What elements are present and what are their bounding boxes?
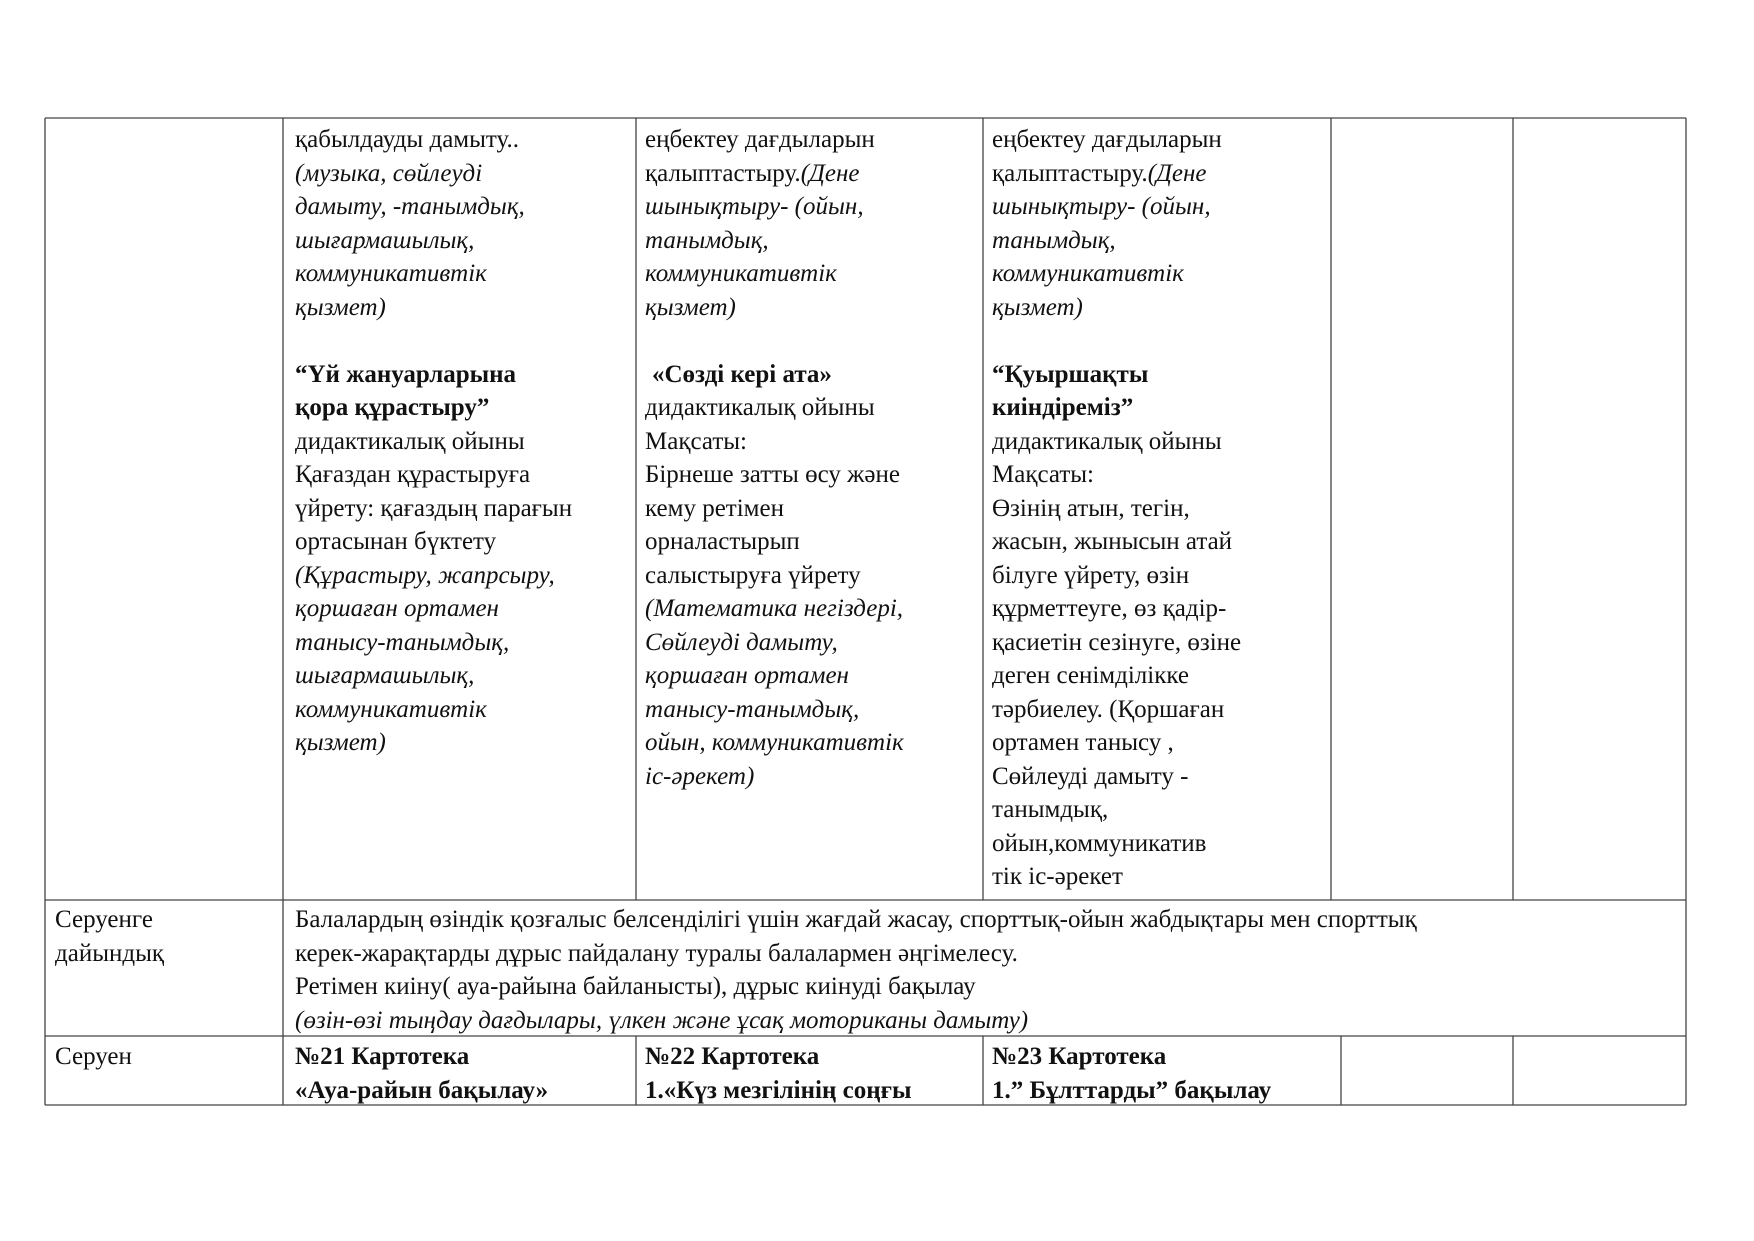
body-line-5: білуге үйрету, өзін: [992, 561, 1190, 589]
card-23-subtitle: 1.” Бұлттарды” бақылау: [992, 1076, 1272, 1104]
note-line-2: қоршаған ортамен: [295, 595, 499, 622]
note-line-1: (Математика негіздері,: [645, 595, 904, 622]
note-line-6: іс-әрекет): [645, 762, 755, 790]
row2-text-line-3: Ретімен киіну( ауа-райына байланысты), дұрыс киінуді бақылау: [295, 973, 976, 1000]
game-title-1: “Қуыршақты: [992, 360, 1149, 388]
card-22-subtitle: 1.«Күз мезгілінің соңғы: [645, 1076, 912, 1104]
intro-note-4: коммуникативтік: [295, 260, 487, 287]
body-line-3: Бірнеше затты өсу және: [645, 461, 900, 488]
row2-label-line-2: дайындық: [55, 939, 165, 967]
body-line-10: ортамен танысу ,: [992, 729, 1174, 756]
row2-label-cell: [55, 903, 280, 1033]
body-line-4: жасын, жынысын атай: [992, 528, 1233, 555]
card-21-subtitle: «Ауа-райын бақылау»: [295, 1076, 549, 1104]
body-line-14: тік іс-әрекет: [992, 863, 1123, 890]
row2-note: (өзін-өзі тыңдау дағдылары, үлкен және ұсақ моториканы дамыту): [295, 1006, 1029, 1034]
body-line-9: тәрбиелеу. (Қоршаған: [992, 695, 1225, 723]
body-line-2: Қағаздан құрастыруға: [295, 461, 531, 488]
card-22-title: №22 Картотека: [645, 1043, 820, 1070]
row3-col3-cell: [645, 1040, 980, 1104]
row1-col6-empty-cell: [1513, 118, 1686, 900]
intro-line-1: еңбектеу дағдыларын: [992, 126, 1222, 153]
intro-note-5: қызмет): [295, 293, 386, 321]
body-line-2: Мақсаты:: [992, 461, 1094, 488]
note-line-6: қызмет): [295, 729, 386, 756]
intro-line-2: [645, 157, 980, 191]
body-line-13: ойын,коммуникатив: [992, 829, 1207, 857]
row2-text-cell: [295, 903, 1683, 1035]
intro-text: қабылдауды дамыту..: [295, 126, 519, 153]
game-title-2: киіндіреміз”: [992, 394, 1134, 421]
intro-line-1: еңбектеу дағдыларын: [645, 126, 875, 153]
game-title-1: «Сөзді кері ата»: [652, 360, 832, 388]
row3-label-cell: [55, 1040, 280, 1102]
intro-note-3: коммуникативтік: [992, 260, 1184, 287]
intro-note-1: (музыка, сөйлеуді: [295, 159, 483, 187]
intro-line-2: [992, 157, 1328, 191]
game-title-1: “Үй жануарларына: [295, 360, 517, 388]
intro-note-1: шынықтыру- (ойын,: [645, 193, 864, 220]
row1-col2-cell: [295, 123, 633, 898]
intro-last: қалыптастыру.: [992, 159, 1148, 187]
intro-note-3: шығармашылық,: [295, 226, 475, 254]
body-line-8: деген сенімділікке: [992, 662, 1189, 689]
intro-last-note: (Дене: [1147, 159, 1207, 187]
body-line-6: құрметтеуге, өз қадір-: [992, 595, 1227, 622]
body-line-11: Сөйлеуді дамыту -: [992, 762, 1189, 790]
note-line-3: қоршаған ортамен: [645, 662, 849, 689]
row3-col6-empty-cell: [1513, 1036, 1686, 1105]
body-line-4: ортасынан бүктету: [295, 528, 497, 555]
note-line-5: ойын, коммуникативтік: [645, 729, 904, 756]
intro-note-4: қызмет): [992, 293, 1083, 321]
row3-col4-cell: [992, 1040, 1338, 1104]
body-line-7: қасиетін сезінуге, өзіне: [992, 628, 1242, 656]
note-line-4: шығармашылық,: [295, 662, 475, 689]
note-line-1: (Құрастыру, жапрсыру,: [295, 561, 555, 589]
intro-note-2: дамыту, -танымдық,: [295, 193, 525, 220]
body-line-4: кему ретімен: [645, 494, 784, 522]
body-line-2: Мақсаты:: [645, 427, 747, 455]
row2-text-line-2: керек-жарақтарды дұрыс пайдалану туралы балалармен әңгімелесу.: [295, 939, 1018, 967]
intro-last-note: (Дене: [800, 159, 860, 187]
intro-note-1: шынықтыру- (ойын,: [992, 193, 1211, 220]
intro-note-2: танымдық,: [645, 226, 769, 254]
row1-col1-empty-cell: [45, 118, 283, 900]
card-23-title: №23 Картотека: [992, 1043, 1167, 1070]
note-line-5: коммуникативтік: [295, 695, 487, 723]
row1-col4-cell: [992, 123, 1328, 898]
row3-label: Серуен: [55, 1043, 132, 1070]
intro-note-2: танымдық,: [992, 226, 1116, 254]
body-line-5: орналастырып: [645, 528, 800, 555]
body-line-1: дидактикалық ойыны: [295, 427, 525, 455]
body-line-3: Өзінің атын, тегін,: [992, 494, 1190, 522]
body-line-12: танымдық,: [992, 796, 1109, 823]
intro-note-3: коммуникативтік: [645, 260, 837, 287]
game-title-2: қора құрастыру”: [295, 394, 490, 421]
note-line-4: танысу-танымдық,: [645, 695, 860, 723]
card-21-title: №21 Картотека: [295, 1043, 470, 1070]
row2-text-line-1: Балалардың өзіндік қозғалыс белсенділігі үшін жағдай жасау, спорттық-ойын жабдықтары мен спорттық: [295, 906, 1417, 933]
intro-note-4: қызмет): [645, 293, 736, 321]
row1-col5-empty-cell: [1331, 118, 1513, 900]
row3-col5-empty-cell: [1341, 1036, 1513, 1105]
row2-label-line-1: Серуенге: [55, 906, 153, 933]
intro-last: қалыптастыру.: [645, 159, 801, 187]
body-line-1: дидактикалық ойыны: [992, 427, 1222, 455]
note-line-3: танысу-танымдық,: [295, 628, 510, 656]
body-line-6: салыстыруға үйрету: [645, 561, 861, 589]
row1-col3-cell: [645, 123, 980, 898]
body-line-3: үйрету: қағаздың парағын: [295, 494, 573, 522]
row3-col2-cell: [295, 1040, 633, 1104]
body-line-1: дидактикалық ойыны: [645, 394, 875, 421]
note-line-2: Сөйлеуді дамыту,: [645, 628, 838, 656]
